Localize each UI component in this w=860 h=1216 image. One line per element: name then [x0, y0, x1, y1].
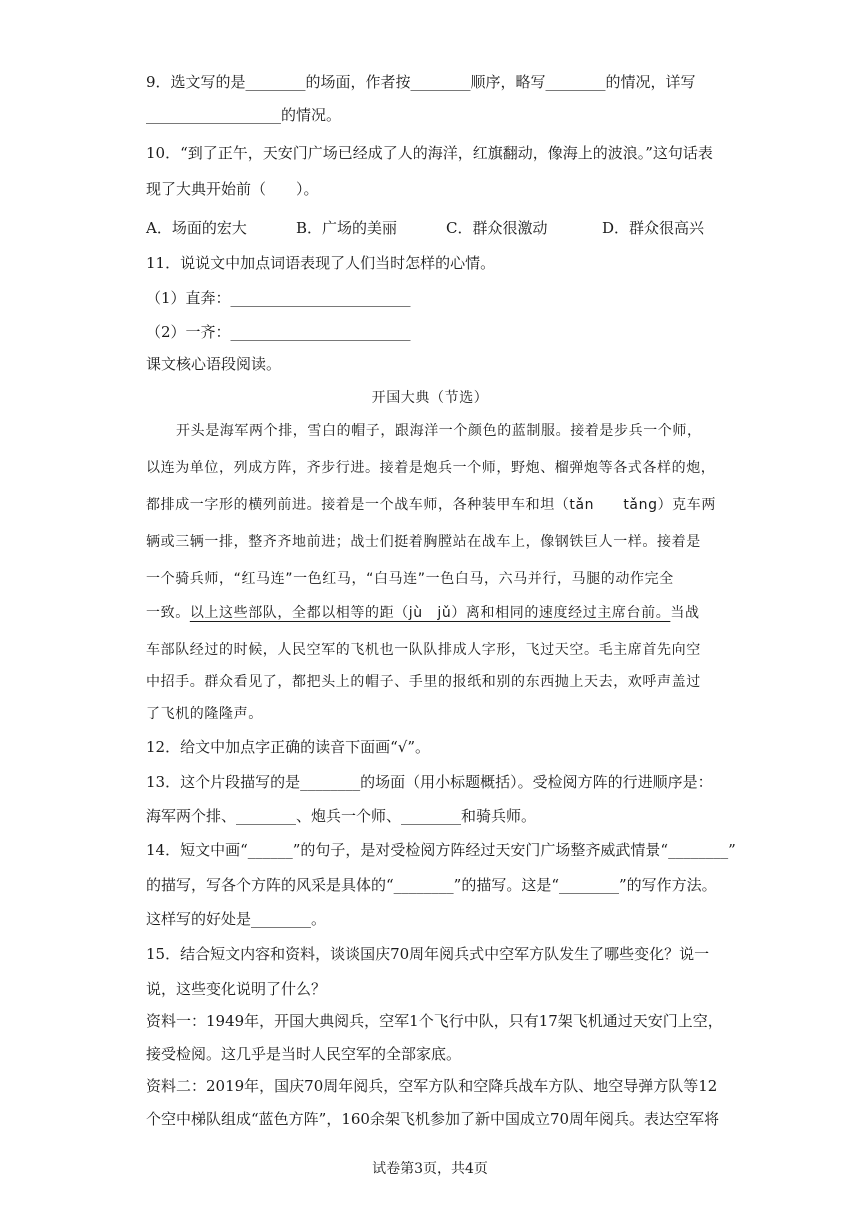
- q10-line-2: 现了大典开始前（ ）。: [146, 180, 319, 198]
- q11-prompt: 11．说说文中加点词语表现了人们当时怎样的心情。: [146, 254, 496, 272]
- material-2-line-1: 资料二：2019年，国庆70周年阅兵，空军方队和空降兵战车方队、地空导弹方队等12: [146, 1077, 718, 1095]
- q13-line-1: 13．这个片段描写的是________的场面（用小标题概括）。受检阅方阵的行进顺序是：: [146, 773, 713, 791]
- q11-sub-1: （1）直奔：________________________: [146, 289, 411, 307]
- material-1-line-2: 接受检阅。这几乎是当时人民空军的全部家底。: [146, 1045, 462, 1063]
- q10-option-a: A．场面的宏大: [146, 219, 247, 237]
- q12: 12．给文中加点字正确的读音下面画“√”。: [146, 738, 430, 756]
- q11-sub-2: （2）一齐：________________________: [146, 323, 411, 341]
- q9-line-1: 9．选文写的是________的场面，作者按________顺序，略写________的情况，详写: [146, 73, 696, 91]
- q10-option-d: D．群众很高兴: [602, 219, 705, 237]
- q14-line-1: 14．短文中画“______”的句子，是对受检阅方阵经过天安门广场整齐威武情景“________”: [146, 841, 736, 859]
- q14-line-2: 的描写，写各个方阵的风采是具体的“________”的描写。这是“________”的写作方法。: [146, 876, 717, 894]
- q10-options: [146, 217, 740, 239]
- q10-option-c: C．群众很激动: [446, 219, 548, 237]
- q13-line-2: 海军两个排、________、炮兵一个师、________和骑兵师。: [146, 807, 537, 825]
- section-heading: 课文核心语段阅读。: [146, 355, 282, 373]
- q10-option-b: B．广场的美丽: [296, 219, 398, 237]
- material-2-line-2: 个空中梯队组成“蓝色方阵”，160余架飞机参加了新中国成立70周年阅兵。表达空军将: [146, 1110, 720, 1128]
- q15-line-1: 15．结合短文内容和资料，谈谈国庆70周年阅兵式中空军方队发生了哪些变化？说一: [146, 945, 710, 963]
- page-footer: 试卷第3页，共4页: [372, 1161, 488, 1177]
- passage-line-3: 都排成一字形的横列前进。接着是一个战车师，各种装甲车和坦（tǎn tǎng）克车两: [146, 497, 716, 513]
- q9-line-2: __________________的情况。: [146, 106, 342, 124]
- passage-line-6-start: 一致。: [146, 605, 190, 621]
- passage-line-2: 以连为单位，列成方阵，齐步行进。接着是炮兵一个师，野炮、榴弹炮等各式各样的炮，: [146, 460, 716, 476]
- passage-line-5: 一个骑兵师，“红马连”一色红马，“白马连”一色白马，六马并行，马腿的动作完全: [146, 571, 674, 587]
- passage-line-1: 开头是海军两个排，雪白的帽子，跟海洋一个颜色的蓝制服。接着是步兵一个师，: [176, 423, 702, 439]
- underlined-sentence: 以上这些部队，全都以相等的距（jù jǔ）离和相同的速度经过主席台前。: [189, 605, 671, 621]
- passage-line-6-end: 当战: [670, 605, 700, 621]
- passage-line-8: 中招手。群众看见了，都把头上的帽子、手里的报纸和别的东西抛上天去，欢呼声盖过: [146, 674, 701, 690]
- passage-line-7: 车部队经过的时候，人民空军的飞机也一队队排成人字形，飞过天空。毛主席首先向空: [146, 642, 701, 658]
- q14-line-3: 这样写的好处是________。: [146, 910, 327, 928]
- material-1-line-1: 资料一：1949年，开国大典阅兵，空军1个飞行中队，只有17架飞机通过天安门上空，: [146, 1012, 723, 1030]
- passage-title: 开国大典（节选）: [371, 390, 489, 406]
- q10-line-1: 10．“到了正午，天安门广场已经成了人的海洋，红旗翻动，像海上的波浪。”这句话表: [146, 144, 713, 162]
- passage-line-9: 了飞机的隆隆声。: [146, 706, 263, 722]
- q15-line-2: 说，这些变化说明了什么？: [146, 980, 327, 998]
- passage-line-4: 辆或三辆一排，整齐齐地前进；战士们挺着胸膛站在战车上，像钢铁巨人一样。接着是: [146, 534, 701, 550]
- passage-line-6: [146, 602, 740, 624]
